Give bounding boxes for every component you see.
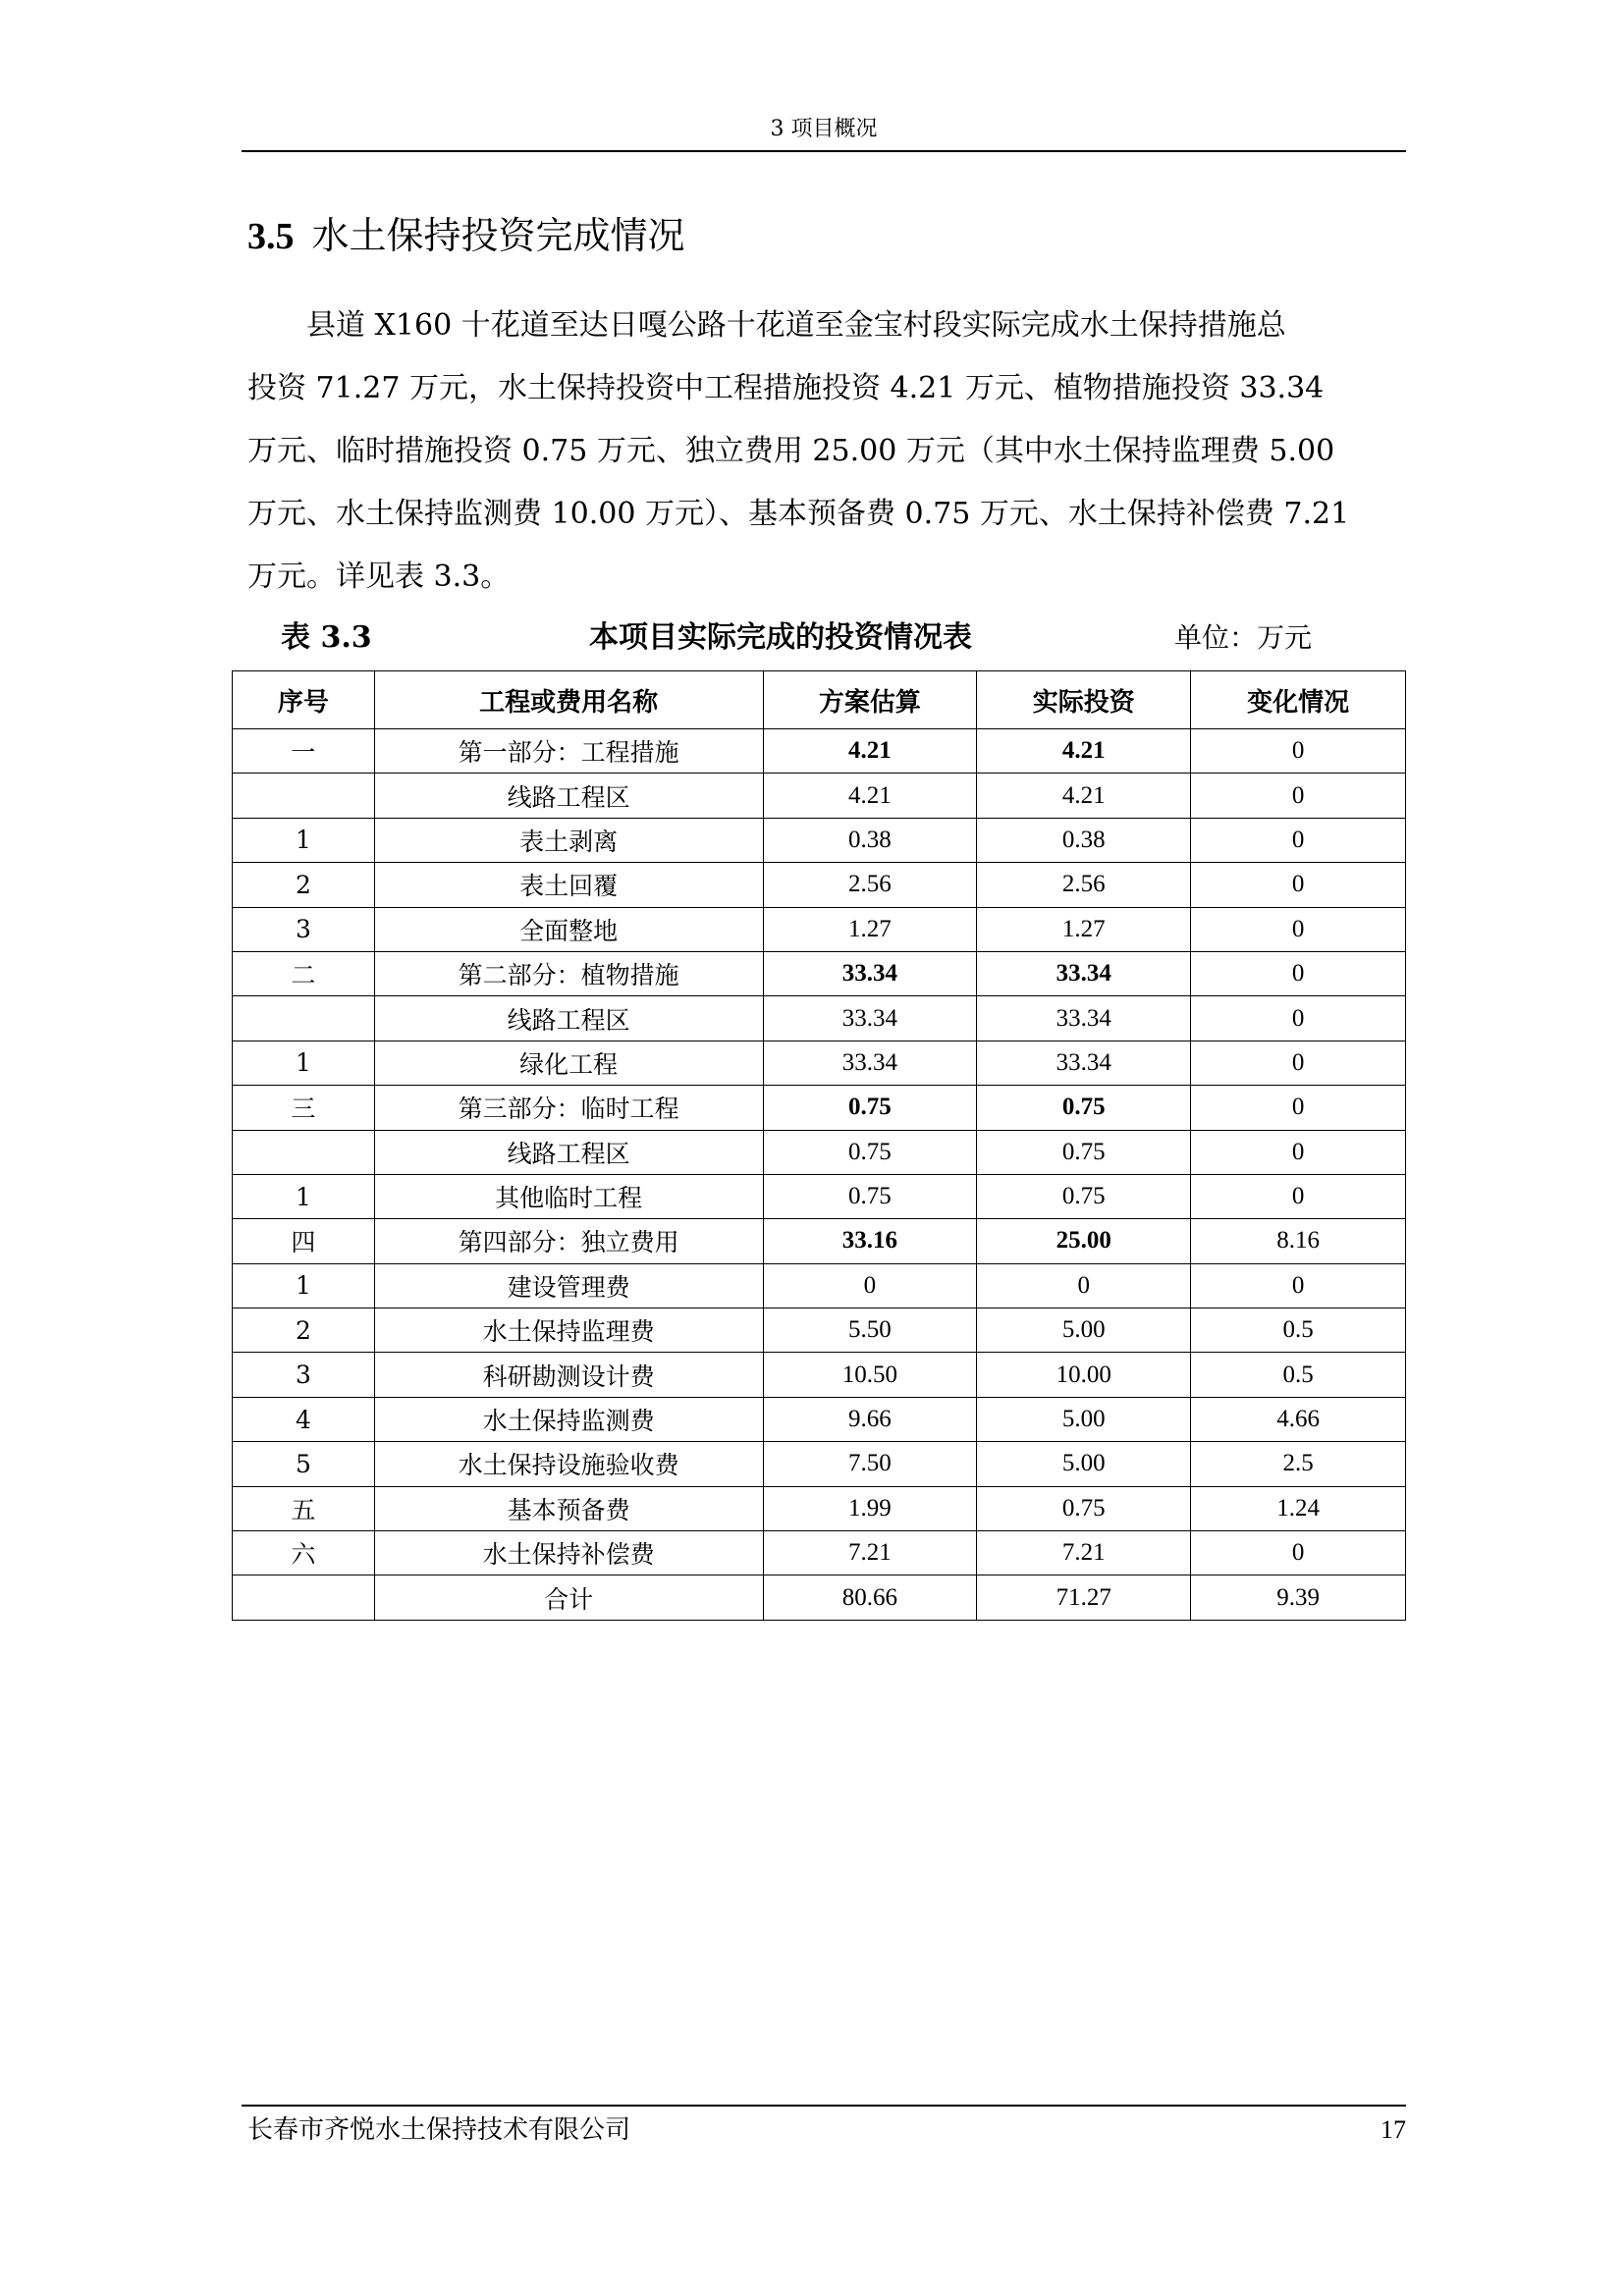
header-plan: 方案估算 <box>763 671 977 729</box>
table-row <box>233 863 1406 907</box>
plan-cell: 80.66 <box>763 1575 977 1620</box>
actual-cell: 0.75 <box>977 1130 1191 1174</box>
name-cell: 第一部分：工程措施 <box>374 729 763 774</box>
table-row <box>233 951 1406 995</box>
change-cell: 4.66 <box>1191 1397 1406 1441</box>
table-row <box>233 907 1406 951</box>
seq-cell: 2 <box>233 1308 375 1353</box>
name-cell: 第三部分：临时工程 <box>374 1086 763 1130</box>
table-row <box>233 1263 1406 1308</box>
actual-cell: 5.00 <box>977 1308 1191 1353</box>
seq-cell: 五 <box>233 1486 375 1530</box>
plan-cell: 10.50 <box>763 1353 977 1397</box>
name-cell: 第四部分：独立费用 <box>374 1219 763 1263</box>
actual-cell: 4.21 <box>977 774 1191 818</box>
table-row <box>233 1219 1406 1263</box>
name-cell: 表土剥离 <box>374 818 763 862</box>
table-unit: 单位：万元 <box>1174 621 1313 654</box>
plan-cell: 0.75 <box>763 1130 977 1174</box>
seq-cell: 1 <box>233 818 375 862</box>
actual-cell: 0.75 <box>977 1174 1191 1218</box>
name-cell: 绿化工程 <box>374 1041 763 1085</box>
table-body <box>233 729 1406 1621</box>
change-cell: 0 <box>1191 996 1406 1041</box>
paragraph-line: 投资 71.27 万元，水土保持投资中工程措施投资 4.21 万元、植物措施投资 33.34 <box>247 371 1325 405</box>
change-cell: 0 <box>1191 818 1406 862</box>
change-cell: 0 <box>1191 951 1406 995</box>
seq-cell: 1 <box>233 1263 375 1308</box>
table-row <box>233 1397 1406 1441</box>
table-row <box>233 1130 1406 1174</box>
change-cell: 0 <box>1191 863 1406 907</box>
actual-cell: 0.75 <box>977 1486 1191 1530</box>
actual-cell: 33.34 <box>977 951 1191 995</box>
name-cell: 合计 <box>374 1575 763 1620</box>
change-cell: 0 <box>1191 1086 1406 1130</box>
table-header-row <box>233 671 1406 729</box>
change-cell: 2.5 <box>1191 1442 1406 1486</box>
name-cell: 基本预备费 <box>374 1486 763 1530</box>
seq-cell: 3 <box>233 907 375 951</box>
actual-cell: 10.00 <box>977 1353 1191 1397</box>
actual-cell: 0.38 <box>977 818 1191 862</box>
change-cell: 0 <box>1191 774 1406 818</box>
table-row <box>233 1442 1406 1486</box>
table-row <box>233 774 1406 818</box>
table-row <box>233 1531 1406 1575</box>
name-cell: 线路工程区 <box>374 774 763 818</box>
change-cell: 9.39 <box>1191 1575 1406 1620</box>
plan-cell: 4.21 <box>763 774 977 818</box>
plan-cell: 0.38 <box>763 818 977 862</box>
investment-table <box>232 670 1406 1621</box>
seq-cell: 六 <box>233 1531 375 1575</box>
header-seq: 序号 <box>233 671 375 729</box>
paragraph-line: 万元、临时措施投资 0.75 万元、独立费用 25.00 万元（其中水土保持监理费 5.00 <box>247 434 1335 468</box>
plan-cell: 33.16 <box>763 1219 977 1263</box>
seq-cell: 4 <box>233 1397 375 1441</box>
plan-cell: 33.34 <box>763 996 977 1041</box>
seq-cell: 三 <box>233 1086 375 1130</box>
name-cell: 水土保持补偿费 <box>374 1531 763 1575</box>
change-cell: 0.5 <box>1191 1308 1406 1353</box>
name-cell: 其他临时工程 <box>374 1174 763 1218</box>
seq-cell <box>233 1575 375 1620</box>
section-title <box>247 212 685 260</box>
table-row <box>233 1353 1406 1397</box>
plan-cell: 0 <box>763 1263 977 1308</box>
plan-cell: 1.99 <box>763 1486 977 1530</box>
page-number: 17 <box>1380 2115 1406 2144</box>
table-row <box>233 1174 1406 1218</box>
actual-cell: 25.00 <box>977 1219 1191 1263</box>
change-cell: 0 <box>1191 729 1406 774</box>
table-row <box>233 1086 1406 1130</box>
section-title-text: 水土保持投资完成情况 <box>311 214 685 257</box>
actual-cell: 71.27 <box>977 1575 1191 1620</box>
actual-cell: 5.00 <box>977 1442 1191 1486</box>
paragraph-line: 县道 X160 十花道至达日嘎公路十花道至金宝村段实际完成水土保持措施总 <box>306 308 1286 343</box>
change-cell: 1.24 <box>1191 1486 1406 1530</box>
plan-cell: 4.21 <box>763 729 977 774</box>
plan-cell: 0.75 <box>763 1086 977 1130</box>
name-cell: 线路工程区 <box>374 996 763 1041</box>
plan-cell: 7.21 <box>763 1531 977 1575</box>
plan-cell: 0.75 <box>763 1174 977 1218</box>
seq-cell: 1 <box>233 1041 375 1085</box>
name-cell: 建设管理费 <box>374 1263 763 1308</box>
plan-cell: 33.34 <box>763 951 977 995</box>
table-number: 表 3.3 <box>281 620 372 655</box>
change-cell: 0 <box>1191 1263 1406 1308</box>
plan-cell: 7.50 <box>763 1442 977 1486</box>
change-cell: 0 <box>1191 1041 1406 1085</box>
change-cell: 0 <box>1191 1130 1406 1174</box>
table-title: 本项目实际完成的投资情况表 <box>589 620 972 655</box>
actual-cell: 7.21 <box>977 1531 1191 1575</box>
seq-cell: 二 <box>233 951 375 995</box>
name-cell: 表土回覆 <box>374 863 763 907</box>
seq-cell: 四 <box>233 1219 375 1263</box>
plan-cell: 33.34 <box>763 1041 977 1085</box>
plan-cell: 5.50 <box>763 1308 977 1353</box>
paragraph-line: 万元、水土保持监测费 10.00 万元）、基本预备费 0.75 万元、水土保持补偿费 7.21 <box>247 497 1350 531</box>
name-cell: 水土保持设施验收费 <box>374 1442 763 1486</box>
table-row <box>233 1308 1406 1353</box>
footer-company: 长春市齐悦水土保持技术有限公司 <box>247 2115 631 2145</box>
body-paragraph <box>247 294 1406 609</box>
seq-cell <box>233 774 375 818</box>
name-cell: 第二部分：植物措施 <box>374 951 763 995</box>
table-row <box>233 1041 1406 1085</box>
header-name: 工程或费用名称 <box>374 671 763 729</box>
name-cell: 线路工程区 <box>374 1130 763 1174</box>
seq-cell: 1 <box>233 1174 375 1218</box>
header-change: 变化情况 <box>1191 671 1406 729</box>
seq-cell <box>233 1130 375 1174</box>
running-header: 3 项目概况 <box>770 117 878 141</box>
change-cell: 8.16 <box>1191 1219 1406 1263</box>
header-actual: 实际投资 <box>977 671 1191 729</box>
actual-cell: 0.75 <box>977 1086 1191 1130</box>
seq-cell <box>233 996 375 1041</box>
plan-cell: 2.56 <box>763 863 977 907</box>
plan-cell: 1.27 <box>763 907 977 951</box>
plan-cell: 9.66 <box>763 1397 977 1441</box>
table-row <box>233 818 1406 862</box>
seq-cell: 3 <box>233 1353 375 1397</box>
seq-cell: 5 <box>233 1442 375 1486</box>
table-row <box>233 1575 1406 1620</box>
actual-cell: 0 <box>977 1263 1191 1308</box>
name-cell: 科研勘测设计费 <box>374 1353 763 1397</box>
change-cell: 0 <box>1191 1531 1406 1575</box>
header-rule <box>242 150 1406 152</box>
seq-cell: 一 <box>233 729 375 774</box>
change-cell: 0 <box>1191 1174 1406 1218</box>
change-cell: 0 <box>1191 907 1406 951</box>
table-row <box>233 996 1406 1041</box>
actual-cell: 4.21 <box>977 729 1191 774</box>
actual-cell: 33.34 <box>977 996 1191 1041</box>
name-cell: 水土保持监理费 <box>374 1308 763 1353</box>
seq-cell: 2 <box>233 863 375 907</box>
actual-cell: 5.00 <box>977 1397 1191 1441</box>
change-cell: 0.5 <box>1191 1353 1406 1397</box>
footer-rule <box>242 2105 1406 2107</box>
table-row <box>233 729 1406 774</box>
name-cell: 水土保持监测费 <box>374 1397 763 1441</box>
table-row <box>233 1486 1406 1530</box>
actual-cell: 33.34 <box>977 1041 1191 1085</box>
name-cell: 全面整地 <box>374 907 763 951</box>
actual-cell: 2.56 <box>977 863 1191 907</box>
actual-cell: 1.27 <box>977 907 1191 951</box>
paragraph-line: 万元。详见表 3.3。 <box>247 560 511 594</box>
section-number: 3.5 <box>247 216 295 257</box>
